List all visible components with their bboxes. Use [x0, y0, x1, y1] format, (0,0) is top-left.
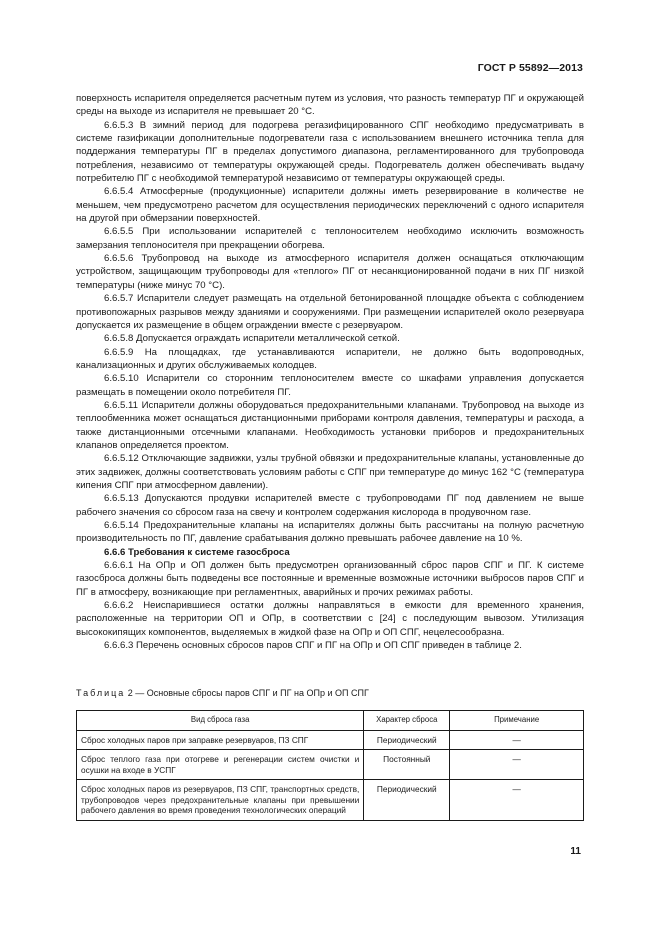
paragraph: 6.6.5.11 Испарители должны оборудоваться предохранительными клапанами. Трубопровод на выходе из теплообменника может оснащаться дистанционными приборами контроля давления, температуры и расхода, а также дистанционными отсечными клапанами. Необходимость установки приборов и предохранительных клапанов определяется проектом.: [76, 399, 584, 451]
table-cell: —: [450, 730, 584, 750]
table-row: [77, 780, 584, 821]
table-caption-label: Таблица: [76, 688, 126, 698]
column-header-note: Примечание: [450, 711, 584, 731]
paragraph: 6.6.6.1 На ОПр и ОП должен быть предусмотрен организованный сброс паров СПГ и ПГ. К системе газосброса должны быть подведены все постоянные и временные возможные источники выбросов паров СПГ и ПГ в атмосферу, возникающие при регламентных, аварийных и прочих режимах работы.: [76, 560, 584, 598]
table-header-row: [77, 711, 584, 731]
paragraph: 6.6.5.8 Допускается ограждать испарители металлической сеткой.: [104, 333, 400, 345]
paragraph: 6.6.6.3 Перечень основных сбросов паров СПГ и ПГ на ОПр и ОП СПГ приведен в таблице 2.: [104, 640, 522, 652]
table-cell: Сброс холодных паров при заправке резервуаров, ПЗ СПГ: [77, 730, 364, 750]
column-header-discharge-character: Характер сброса: [364, 711, 450, 731]
paragraph: 6.6.5.5 При использовании испарителей с теплоносителем необходимо исключить возможность замерзания теплоносителя при прекращении обогрева.: [76, 226, 584, 251]
page-number: 11: [570, 846, 581, 857]
table-cell: —: [450, 780, 584, 821]
paragraph: 6.6.5.9 На площадках, где устанавливаются испарители, не должно быть водопроводных, канализационных и других обслуживаемых колодцев.: [76, 346, 584, 371]
table-row: [77, 750, 584, 780]
table-cell: Сброс холодных паров из резервуаров, ПЗ СПГ, транспортных средств, трубопроводов через предохранительные клапаны при превышении рабочего давления во время проведения технологических операций: [77, 780, 364, 821]
section-heading: 6.6.6 Требования к системе газосброса: [104, 546, 290, 558]
table-caption: [76, 688, 369, 698]
table-cell: —: [450, 750, 584, 780]
paragraph: 6.6.5.14 Предохранительные клапаны на испарителях должны быть рассчитаны на полную расчетную производительность по ПГ, давление срабатывания должно превышать рабочее давление на 10 %.: [76, 520, 584, 545]
column-header-discharge-type: Вид сброса газа: [77, 711, 364, 731]
table-cell: Сброс теплого газа при отогреве и регенерации систем очистки и осушки на входе в УСПГ: [77, 750, 364, 780]
paragraph: 6.6.6.2 Неиспарившиеся остатки должны направляться в емкости для временного хранения, расположенные на территории ОП и ОПр, в соответствии с [24] с последующим вывозом. Утилизация высококипящих компонентов, выделяемых в жидкой фазе на ОПр и ОП СПГ, нецелесообразна.: [76, 600, 584, 638]
paragraph: 6.6.5.10 Испарители со сторонним теплоносителем вместе со шкафами управления допускается размещать в помещении около потребителя ПГ.: [76, 373, 584, 398]
table-cell: Периодический: [364, 780, 450, 821]
paragraph: 6.6.5.7 Испарители следует размещать на отдельной бетонированной площадке объекта с соблюдением противопожарных разрывов между зданиями и сооружениями. При размещении испарителей около резервуара допускается их размещение в общем ограждении вместе с резервуаром.: [76, 293, 584, 331]
table-cell: Периодический: [364, 730, 450, 750]
paragraph: 6.6.5.4 Атмосферные (продукционные) испарители должны иметь резервирование в количестве не меньшем, чем предусмотрено расчетом для осуществления периодических переключений с одного испарителя на другой при обмерзании поверхностей.: [76, 186, 584, 225]
document-code: ГОСТ Р 55892—2013: [477, 62, 583, 74]
paragraph: 6.6.5.13 Допускаются продувки испарителей вместе с трубопроводами ПГ под давлением не выше рабочего значения со сбросом газа на свечу и контролем содержания кислорода в продувочном газе.: [76, 493, 584, 518]
table-row: [77, 730, 584, 750]
paragraph: 6.6.5.3 В зимний период для подогрева регазифицированного СПГ необходимо предусматривать в системе газификации дополнительные подогреватели газа с использованием внешнего источника тепла для поддержания температуры ПГ в пределах допустимого диапазона, регламентированного для трубопровода потребления, независимо от температуры окружающей среды. Подогреватель должен обеспечивать выдачу потребителю ПГ с необходимой температурой независимо от температуры окружающей среды.: [76, 119, 584, 185]
discharge-table: [76, 710, 584, 821]
paragraph: 6.6.5.6 Трубопровод на выходе из атмосферного испарителя должен оснащаться отключающим устройством, защищающим трубопроводы для «теплого» ПГ от несанкционированной подачи в них ПГ низкой температуры (ниже минус 70 °С).: [76, 253, 584, 291]
body-text: [76, 92, 584, 652]
paragraph: 6.6.5.12 Отключающие задвижки, узлы трубной обвязки и предохранительные клапаны, установленные до этих задвижек, должны соответствовать условиям работы с СПГ при температуре до минус 162 °С (температура кипения СПГ при атмосферном давлении).: [76, 453, 584, 491]
table-caption-text: 2 — Основные сбросы паров СПГ и ПГ на ОПр и ОП СПГ: [125, 688, 369, 698]
paragraph: поверхность испарителя определяется расчетным путем из условия, что разность температур ПГ и окружающей среды на выходе из испарителя не превышает 20 °С.: [76, 93, 584, 118]
table-cell: Постоянный: [364, 750, 450, 780]
